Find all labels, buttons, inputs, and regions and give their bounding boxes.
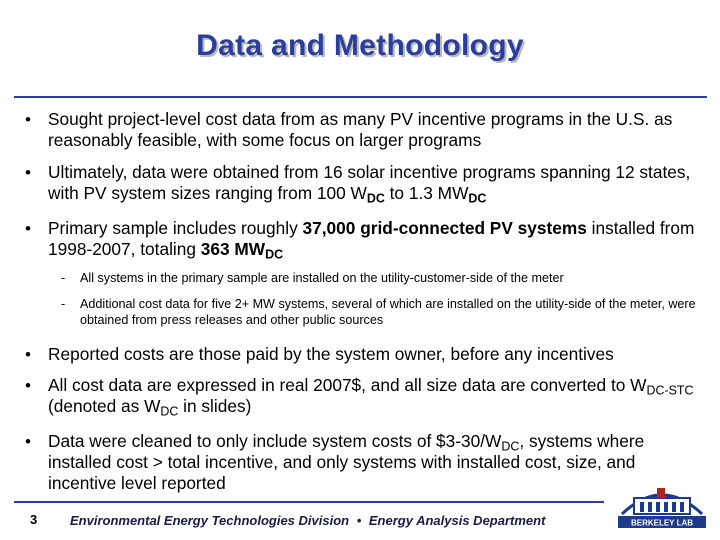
logo-window	[680, 502, 684, 512]
bullet-text-part: (denoted as W	[48, 396, 161, 416]
bullet-item	[25, 344, 708, 365]
logo-window	[672, 502, 676, 512]
dash-marker: -	[61, 297, 66, 311]
footer-department: Energy Analysis Department	[368, 513, 546, 528]
berkeley-lab-logo	[612, 468, 712, 530]
bullet-marker: •	[25, 110, 31, 129]
bullet-text-part: All cost data are expressed in real 2007$, and all size data are converted to W	[48, 375, 647, 395]
bullet-text	[48, 431, 644, 493]
subscript: DC	[501, 439, 520, 454]
subscript: DC	[160, 404, 179, 419]
bold-text: 37,000 grid-connected PV systems	[302, 218, 587, 238]
logo-window	[648, 502, 652, 512]
bullet-text: Reported costs are those paid by the system owner, before any incentives	[48, 344, 614, 364]
bullet-item	[25, 109, 708, 151]
sub-bullet-item	[61, 270, 704, 286]
footer-divider	[14, 501, 604, 503]
bullet-text-part: in slides)	[178, 396, 252, 416]
logo-text: BERKELEY LAB	[630, 518, 694, 528]
title-divider	[14, 96, 707, 98]
bullet-item	[25, 218, 708, 262]
logo-window	[656, 502, 660, 512]
bullet-text	[48, 162, 691, 206]
logo-tower	[657, 488, 665, 498]
bold-text: 363 MW	[200, 239, 266, 259]
bullet-item	[25, 431, 708, 494]
bullet-item	[25, 162, 708, 206]
bullet-marker: •	[25, 345, 31, 364]
bullet-marker: •	[25, 219, 31, 238]
footer-text	[70, 513, 545, 528]
footer-separator: •	[356, 513, 362, 528]
sub-bullet-text: All systems in the primary sample are installed on the utility-customer-side of the meter	[80, 271, 564, 285]
subscript: DC	[265, 247, 284, 262]
bullet-text: Sought project-level cost data from as many PV incentive programs in the U.S. as reasonably feasible, with some focus on larger programs	[48, 109, 673, 150]
dash-marker: -	[61, 271, 66, 285]
sub-bullet-text: Additional cost data for five 2+ MW systems, several of which are installed on the utility-side of the meter, were obtained from press releases and other public sources	[80, 297, 696, 327]
bullet-item	[25, 375, 708, 419]
bullet-text	[48, 375, 694, 419]
bullet-marker: •	[25, 376, 31, 395]
bullet-text-part: , systems where installed cost > total incentive, and only systems with installed cost, size, and incentive level reported	[48, 431, 645, 493]
footer-division: Environmental Energy Technologies Division	[70, 513, 350, 528]
bullet-marker: •	[25, 163, 31, 182]
page-number: 3	[30, 512, 38, 527]
subscript: DC	[366, 191, 385, 206]
logo-window	[640, 502, 644, 512]
bullet-text-part: Ultimately, data were obtained from 16 solar incentive programs spanning 12 states, with PV system sizes ranging from 100 W	[48, 162, 691, 203]
bullet-text-part: installed from 1998-2007, totaling	[48, 218, 695, 259]
subscript: DC-STC	[646, 383, 694, 398]
bullet-text-part: Primary sample includes roughly	[48, 218, 303, 238]
sub-bullet-item	[61, 296, 704, 328]
logo-window	[664, 502, 668, 512]
bullet-text	[48, 218, 695, 262]
bullet-text-part: Data were cleaned to only include system costs of $3-30/W	[48, 431, 502, 451]
subscript: DC	[468, 191, 487, 206]
bullet-marker: •	[25, 432, 31, 451]
slide-title: Data and Methodology	[196, 29, 524, 62]
bullet-text-part: to 1.3 MW	[384, 183, 469, 203]
